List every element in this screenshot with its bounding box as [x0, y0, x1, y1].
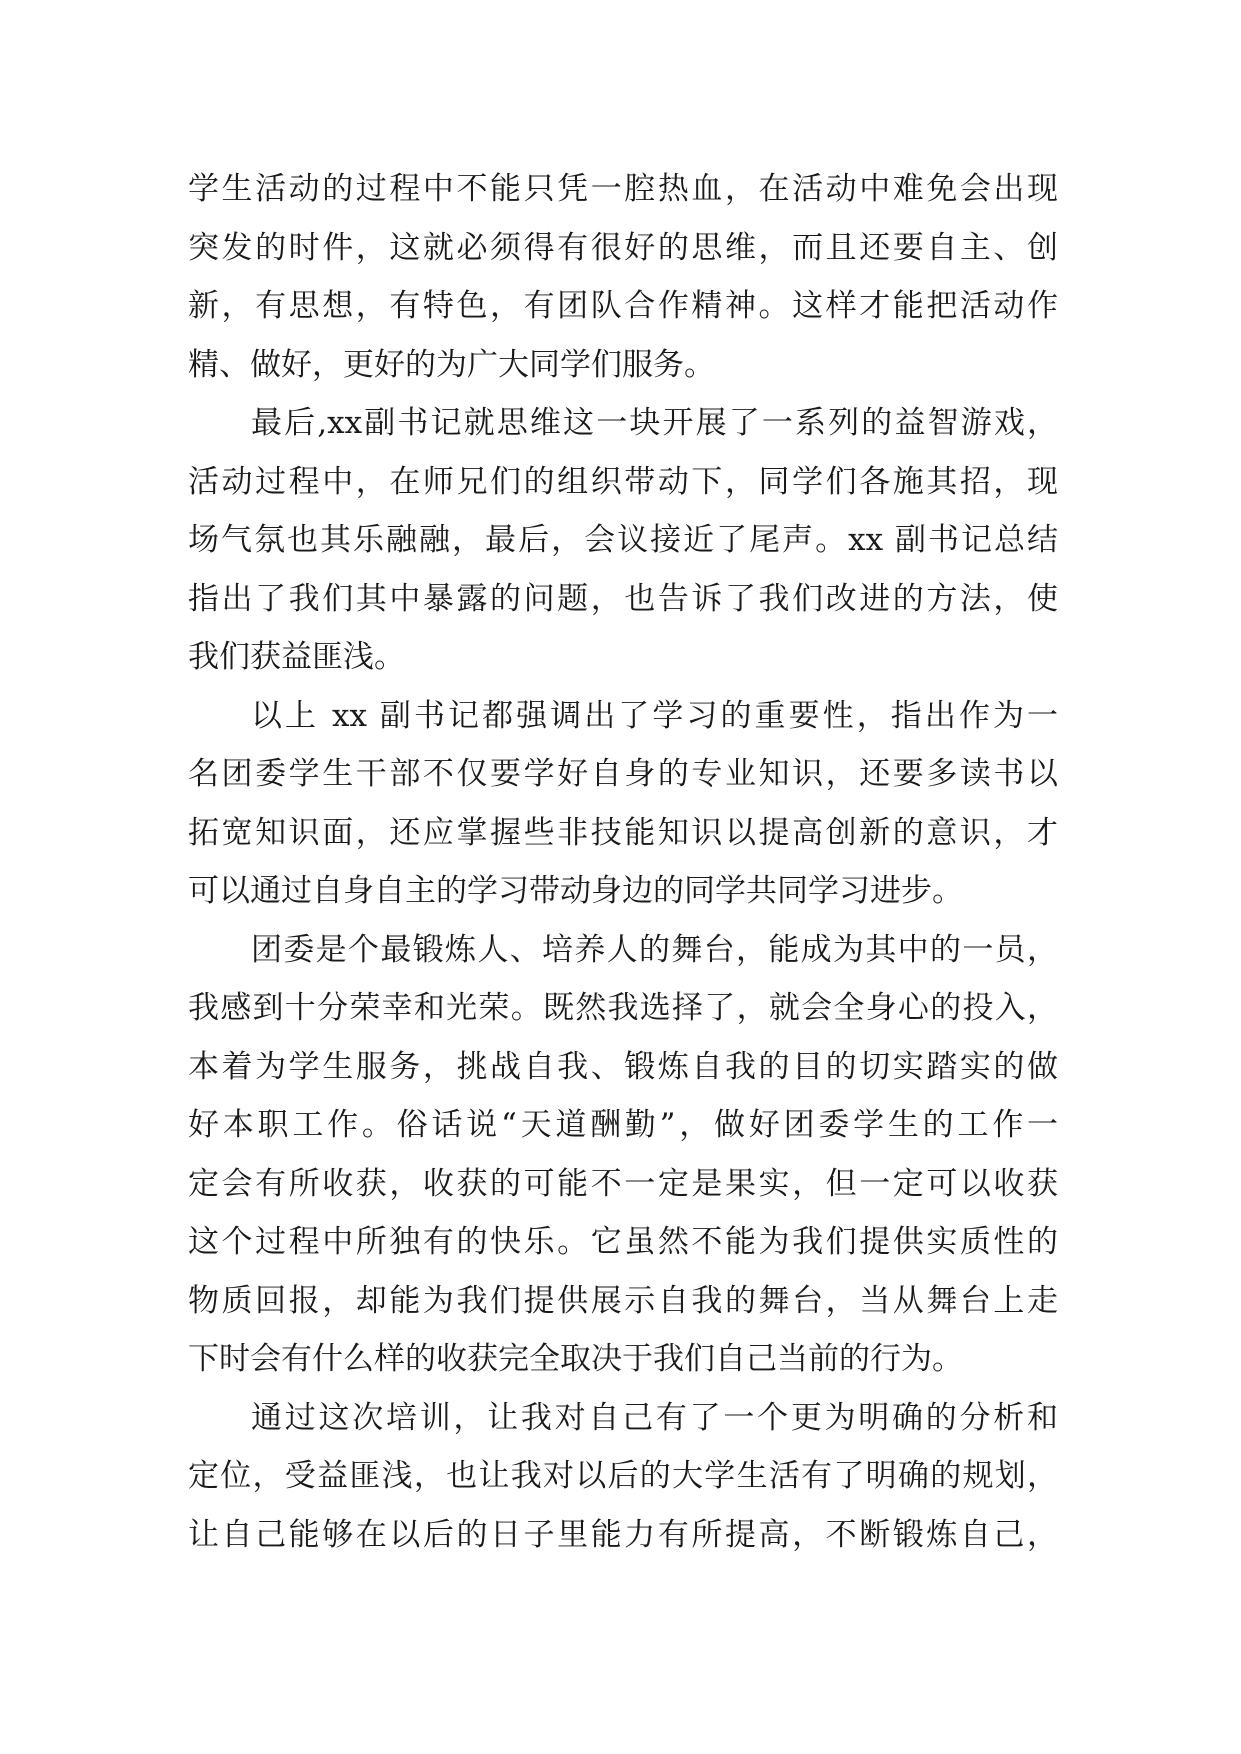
text-line: 定会有所收获，收获的可能不一定是果实，但一定可以收获	[188, 1165, 1058, 1202]
paragraph	[188, 687, 1058, 921]
text-line: 让自己能够在以后的日子里能力有所提高，不断锻炼自己，	[188, 1516, 1058, 1553]
text-line: 精、做好，更好的为广大同学们服务。	[188, 346, 715, 383]
document-body	[188, 160, 1058, 1564]
text-line: 突发的时件，这就必须得有很好的思维，而且还要自主、创	[188, 229, 1058, 266]
text-line: 场气氛也其乐融融，最后，会议接近了尾声。xx 副书记总结	[188, 522, 1058, 558]
text-line: 我感到十分荣幸和光荣。既然我选择了，就会全身心的投入，	[188, 990, 1058, 1026]
paragraph	[188, 394, 1058, 687]
text-line: 名团委学生干部不仅要学好自身的专业知识，还要多读书以	[188, 756, 1058, 792]
text-line: 以上 xx 副书记都强调出了学习的重要性，指出作为一	[251, 697, 1058, 734]
text-line: 好本职工作。俗话说“天道酬勤”，做好团委学生的工作一	[188, 1107, 1058, 1143]
text-line: 我们获益匪浅。	[188, 639, 405, 675]
text-line: 新，有思想，有特色，有团队合作精神。这样才能把活动作	[188, 288, 1058, 324]
text-line: 活动过程中，在师兄们的组织带动下，同学们各施其招，现	[188, 463, 1058, 500]
text-line: 拓宽知识面，还应掌握些非技能知识以提高创新的意识，才	[188, 814, 1058, 851]
paragraph	[188, 1389, 1058, 1565]
text-line: 物质回报，却能为我们提供展示自我的舞台，当从舞台上走	[188, 1282, 1058, 1319]
text-line: 最后,xx副书记就思维这一块开展了一系列的益智游戏，	[251, 405, 1058, 441]
paragraph	[188, 160, 1058, 394]
text-line: 学生活动的过程中不能只凭一腔热血，在活动中难免会出现	[188, 171, 1058, 207]
text-line: 指出了我们其中暴露的问题，也告诉了我们改进的方法，使	[188, 580, 1058, 617]
text-line: 可以通过自身自主的学习带动身边的同学共同学习进步。	[188, 873, 963, 909]
text-line: 本着为学生服务，挑战自我、锻炼自我的目的切实踏实的做	[188, 1048, 1058, 1085]
text-line: 这个过程中所独有的快乐。它虽然不能为我们提供实质性的	[188, 1224, 1058, 1260]
text-line: 团委是个最锻炼人、培养人的舞台，能成为其中的一员，	[251, 931, 1058, 968]
text-line: 下时会有什么样的收获完全取决于我们自己当前的行为。	[188, 1341, 963, 1377]
text-line: 通过这次培训，让我对自己有了一个更为明确的分析和	[251, 1399, 1058, 1436]
text-line: 定位，受益匪浅，也让我对以后的大学生活有了明确的规划，	[188, 1458, 1058, 1494]
paragraph	[188, 921, 1058, 1389]
